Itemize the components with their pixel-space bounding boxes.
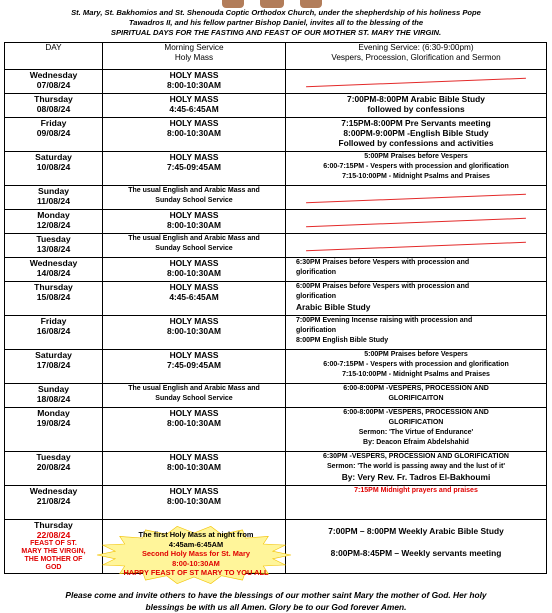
- schedule-row: [5, 486, 547, 520]
- morning-service-line: 8:00-10:30AM: [167, 496, 221, 506]
- schedule-row: [5, 94, 547, 118]
- evening-service-cell: [286, 408, 547, 452]
- evening-service-cell: [286, 210, 547, 234]
- day-name: Wednesday: [29, 258, 78, 268]
- schedule-row: [5, 408, 547, 452]
- morning-service-line: 7:45-09:45AM: [167, 360, 221, 370]
- day-cell: [5, 316, 103, 350]
- morning-service-line: HOLY MASS: [169, 94, 219, 104]
- feast-label: FEAST OF ST.: [30, 540, 77, 547]
- day-cell: [5, 118, 103, 152]
- morning-service-line: HOLY MASS: [169, 452, 219, 462]
- evening-service-line: GLORIFICAITON: [388, 395, 444, 402]
- day-cell: [5, 186, 103, 210]
- day-date: 08/08/24: [36, 104, 71, 114]
- no-service-strike-line: [306, 193, 526, 202]
- morning-service-line: HOLY MASS: [169, 282, 219, 292]
- evening-service-line: 6:30PM Praises before Vespers with procession and: [296, 259, 470, 266]
- day-date: 11/08/24: [37, 196, 70, 206]
- day-date: 22/08/24: [36, 530, 71, 540]
- day-cell: [5, 452, 103, 486]
- day-date: 19/08/24: [36, 418, 71, 428]
- no-service-strike-line: [306, 217, 526, 226]
- evening-service-line: 7:15-10:00PM - Midnight Psalms and Praises: [342, 173, 490, 180]
- day-name: Monday: [37, 408, 70, 418]
- morning-service-line: 8:00-10:30AM: [167, 418, 221, 428]
- feast-morning-content: [104, 530, 288, 578]
- morning-service-cell: [103, 282, 286, 316]
- header-line-3: SPIRITUAL DAYS FOR THE FASTING AND FEAST OF OUR MOTHER ST. MARY THE VIRGIN.: [110, 28, 442, 37]
- morning-service-line: 8:00-10:30AM: [167, 128, 221, 138]
- morning-service-line: Sunday School Service: [155, 197, 233, 204]
- morning-service-cell: [103, 350, 286, 384]
- evening-service-line: 8:00PM English Bible Study: [296, 337, 389, 344]
- evening-service-line: 6:00-7:15PM - Vespers with procession and glorification: [323, 163, 509, 170]
- morning-service-line: HOLY MASS: [169, 258, 219, 268]
- day-date: 07/08/24: [36, 80, 71, 90]
- closing-invitation: [4, 589, 548, 613]
- day-date: 13/08/24: [36, 244, 71, 254]
- schedule-table: [4, 42, 547, 574]
- evening-service-line: 7:00PM – 8:00PM Weekly Arabic Bible Study: [328, 526, 504, 536]
- column-header-day: DAY: [5, 43, 103, 70]
- day-date: 10/08/24: [36, 162, 71, 172]
- morning-service-line: 4:45-6:45AM: [169, 104, 219, 114]
- evening-service-line: 8:00PM-9:00PM -English Bible Study: [343, 128, 489, 138]
- day-date: 12/08/24: [36, 220, 71, 230]
- morning-service-cell: [103, 452, 286, 486]
- morning-service-line: Sunday School Service: [155, 245, 233, 252]
- morning-service-line: 8:00-10:30AM: [167, 220, 221, 230]
- day-name: Friday: [40, 118, 67, 128]
- morning-service-line: The usual English and Arabic Mass and: [128, 385, 260, 392]
- day-name: Thursday: [34, 94, 73, 104]
- day-name: Tuesday: [36, 234, 71, 244]
- feast-morning-line: The first Holy Mass at night from: [138, 530, 254, 539]
- morning-service-line: 8:00-10:30AM: [167, 326, 221, 336]
- feast-morning-line: 4:45am-6:45AM: [168, 539, 224, 549]
- morning-service-line: HOLY MASS: [169, 118, 219, 128]
- schedule-row: [5, 210, 547, 234]
- evening-service-line: glorification: [296, 327, 337, 334]
- evening-service-cell: [286, 152, 547, 186]
- morning-service-cell: [103, 70, 286, 94]
- evening-service-cell: [286, 234, 547, 258]
- schedule-row: [5, 186, 547, 210]
- schedule-row: [5, 384, 547, 408]
- day-name: Saturday: [35, 152, 72, 162]
- schedule-header-row: [5, 43, 547, 70]
- evening-service-line: 5:00PM Praises before Vespers: [364, 351, 468, 358]
- evening-service-line: glorification: [296, 293, 337, 300]
- day-cell: [5, 94, 103, 118]
- feast-morning-line: Second Holy Mass for St. Mary: [141, 549, 250, 558]
- day-date: 15/08/24: [36, 292, 71, 302]
- day-name: Monday: [37, 210, 70, 220]
- evening-service-line: Followed by confessions and activities: [338, 138, 494, 148]
- morning-service-line: HOLY MASS: [169, 486, 219, 496]
- day-cell: [5, 408, 103, 452]
- no-service-strike-line: [306, 241, 526, 250]
- day-cell: [5, 282, 103, 316]
- morning-header-title: Morning Service: [164, 43, 224, 52]
- evening-service-line: glorification: [296, 269, 337, 276]
- day-cell: [5, 384, 103, 408]
- column-header-evening: [286, 43, 547, 70]
- schedule-row: [5, 316, 547, 350]
- day-name: Thursday: [34, 520, 73, 530]
- evening-service-line: 7:15PM Midnight prayers and praises: [354, 487, 478, 494]
- morning-service-line: 7:45-09:45AM: [167, 162, 221, 172]
- evening-service-line: 6:00-8:00PM -VESPERS, PROCESSION AND: [343, 409, 489, 416]
- header-line-1: St. Mary, St. Bakhomios and St. Shenouda Coptic Orthodox Church, under the shepherdship of his holiness Pope: [71, 8, 481, 17]
- day-cell: [5, 152, 103, 186]
- evening-service-line: Arabic Bible Study: [296, 302, 371, 312]
- evening-service-line: Sermon: 'The Virtue of Endurance': [358, 429, 474, 436]
- evening-service-line: 8:00PM-8:45PM – Weekly servants meeting: [330, 548, 502, 558]
- evening-header-title: Evening Service: (6:30-9:00pm): [358, 43, 474, 52]
- morning-service-line: 4:45-6:45AM: [169, 292, 219, 302]
- day-date: 21/08/24: [36, 496, 71, 506]
- feast-label: MARY THE VIRGIN,: [21, 548, 86, 555]
- day-cell: [5, 70, 103, 94]
- evening-service-cell: [286, 350, 547, 384]
- morning-service-cell: [103, 118, 286, 152]
- day-date: 14/08/24: [36, 268, 71, 278]
- day-date: 16/08/24: [36, 326, 71, 336]
- evening-service-cell: [286, 94, 547, 118]
- evening-header-subtitle: Vespers, Procession, Glorification and Sermon: [331, 53, 501, 62]
- day-name: Saturday: [35, 350, 72, 360]
- day-date: 18/08/24: [36, 394, 71, 404]
- morning-header-subtitle: Holy Mass: [174, 53, 214, 62]
- day-cell: [5, 258, 103, 282]
- evening-service-cell: [286, 70, 547, 94]
- day-name: Sunday: [37, 384, 70, 394]
- morning-service-line: The usual English and Arabic Mass and: [128, 187, 260, 194]
- morning-service-line: 8:00-10:30AM: [167, 268, 221, 278]
- evening-service-cell: [286, 186, 547, 210]
- evening-service-line: By: Deacon Efraim Abdelshahid: [363, 439, 469, 446]
- evening-service-line: followed by confessions: [367, 104, 465, 114]
- evening-service-line: 6:30PM -VESPERS, PROCESSION AND GLORIFICATION: [323, 453, 509, 460]
- evening-service-line: 5:00PM Praises before Vespers: [364, 153, 468, 160]
- schedule-row: [5, 70, 547, 94]
- morning-service-line: HOLY MASS: [169, 152, 219, 162]
- day-name: Thursday: [34, 282, 73, 292]
- morning-service-cell: [103, 258, 286, 282]
- evening-service-cell: [286, 452, 547, 486]
- evening-service-line: Sermon: 'The world is passing away and the lust of it': [327, 463, 505, 470]
- day-date: 17/08/24: [36, 360, 71, 370]
- evening-service-line: 7:15PM-8:00PM Pre Servants meeting: [341, 118, 491, 128]
- day-date: 20/08/24: [36, 462, 71, 472]
- schedule-row: [5, 350, 547, 384]
- evening-service-line: 6:00PM Praises before Vespers with procession and: [296, 283, 470, 290]
- morning-service-line: HOLY MASS: [169, 316, 219, 326]
- column-header-morning: [103, 43, 286, 70]
- morning-service-line: Sunday School Service: [155, 395, 233, 402]
- day-name: Sunday: [37, 186, 70, 196]
- day-cell: [5, 486, 103, 520]
- day-name: Tuesday: [36, 452, 71, 462]
- morning-service-cell: [103, 486, 286, 520]
- feast-label: THE MOTHER OF: [24, 556, 83, 563]
- evening-service-line: 7:15-10:00PM - Midnight Psalms and Praises: [342, 371, 490, 378]
- schedule-row: [5, 258, 547, 282]
- morning-service-line: HOLY MASS: [169, 70, 219, 80]
- evening-service-line: GLORIFICATION: [388, 419, 444, 426]
- feast-label: GOD: [45, 564, 62, 571]
- schedule-row: [5, 118, 547, 152]
- morning-service-cell: [103, 210, 286, 234]
- feast-morning-line: 8:00-10:30AM: [172, 558, 220, 568]
- evening-service-line: 7:00PM-8:00PM Arabic Bible Study: [347, 94, 485, 104]
- morning-service-line: 8:00-10:30AM: [167, 462, 221, 472]
- morning-service-cell: [103, 94, 286, 118]
- day-cell: [5, 234, 103, 258]
- feast-morning-line: HAPPY FEAST OF ST MARY TO YOU ALL: [123, 568, 269, 577]
- footer-line-1: Please come and invite others to have the blessings of our mother saint Mary the mother of God. Her holy: [65, 590, 487, 600]
- morning-service-line: HOLY MASS: [169, 408, 219, 418]
- evening-service-cell: [286, 258, 547, 282]
- schedule-row: [5, 282, 547, 316]
- morning-service-cell: [103, 316, 286, 350]
- evening-service-cell: [286, 316, 547, 350]
- morning-service-line: The usual English and Arabic Mass and: [128, 235, 260, 242]
- schedule-row: [5, 452, 547, 486]
- evening-service-line: By: Very Rev. Fr. Tadros El-Bakhoumi: [341, 472, 491, 482]
- morning-service-cell: [103, 384, 286, 408]
- day-name: Friday: [40, 316, 67, 326]
- evening-service-line: 6:00-7:15PM - Vespers with procession and glorification: [323, 361, 509, 368]
- evening-service-cell: [286, 384, 547, 408]
- day-name: Wednesday: [29, 486, 78, 496]
- no-service-strike-line: [306, 77, 526, 86]
- day-cell: [5, 520, 103, 574]
- evening-service-cell: [286, 282, 547, 316]
- morning-service-line: HOLY MASS: [169, 350, 219, 360]
- morning-service-cell: [103, 152, 286, 186]
- day-date: 09/08/24: [36, 128, 71, 138]
- evening-service-cell: [286, 486, 547, 520]
- invitation-header: [4, 8, 548, 38]
- evening-service-line: 6:00-8:00PM -VESPERS, PROCESSION AND: [343, 385, 489, 392]
- header-line-2: Tawadros II, and his fellow partner Bishop Daniel, invites all to the blessing of the: [128, 18, 424, 27]
- footer-line-2: blessings be with us all Amen. Glory be to our God forever Amen.: [145, 602, 407, 612]
- day-name: Wednesday: [29, 70, 78, 80]
- evening-service-line: 7:00PM Evening Incense raising with procession and: [296, 317, 473, 324]
- schedule-row: [5, 152, 547, 186]
- morning-service-cell: [103, 234, 286, 258]
- morning-service-line: 8:00-10:30AM: [167, 80, 221, 90]
- morning-service-cell: [103, 408, 286, 452]
- evening-service-cell: [286, 520, 547, 574]
- schedule-row: [5, 234, 547, 258]
- morning-service-cell: [103, 186, 286, 210]
- day-cell: [5, 350, 103, 384]
- day-cell: [5, 210, 103, 234]
- evening-service-cell: [286, 118, 547, 152]
- morning-service-line: HOLY MASS: [169, 210, 219, 220]
